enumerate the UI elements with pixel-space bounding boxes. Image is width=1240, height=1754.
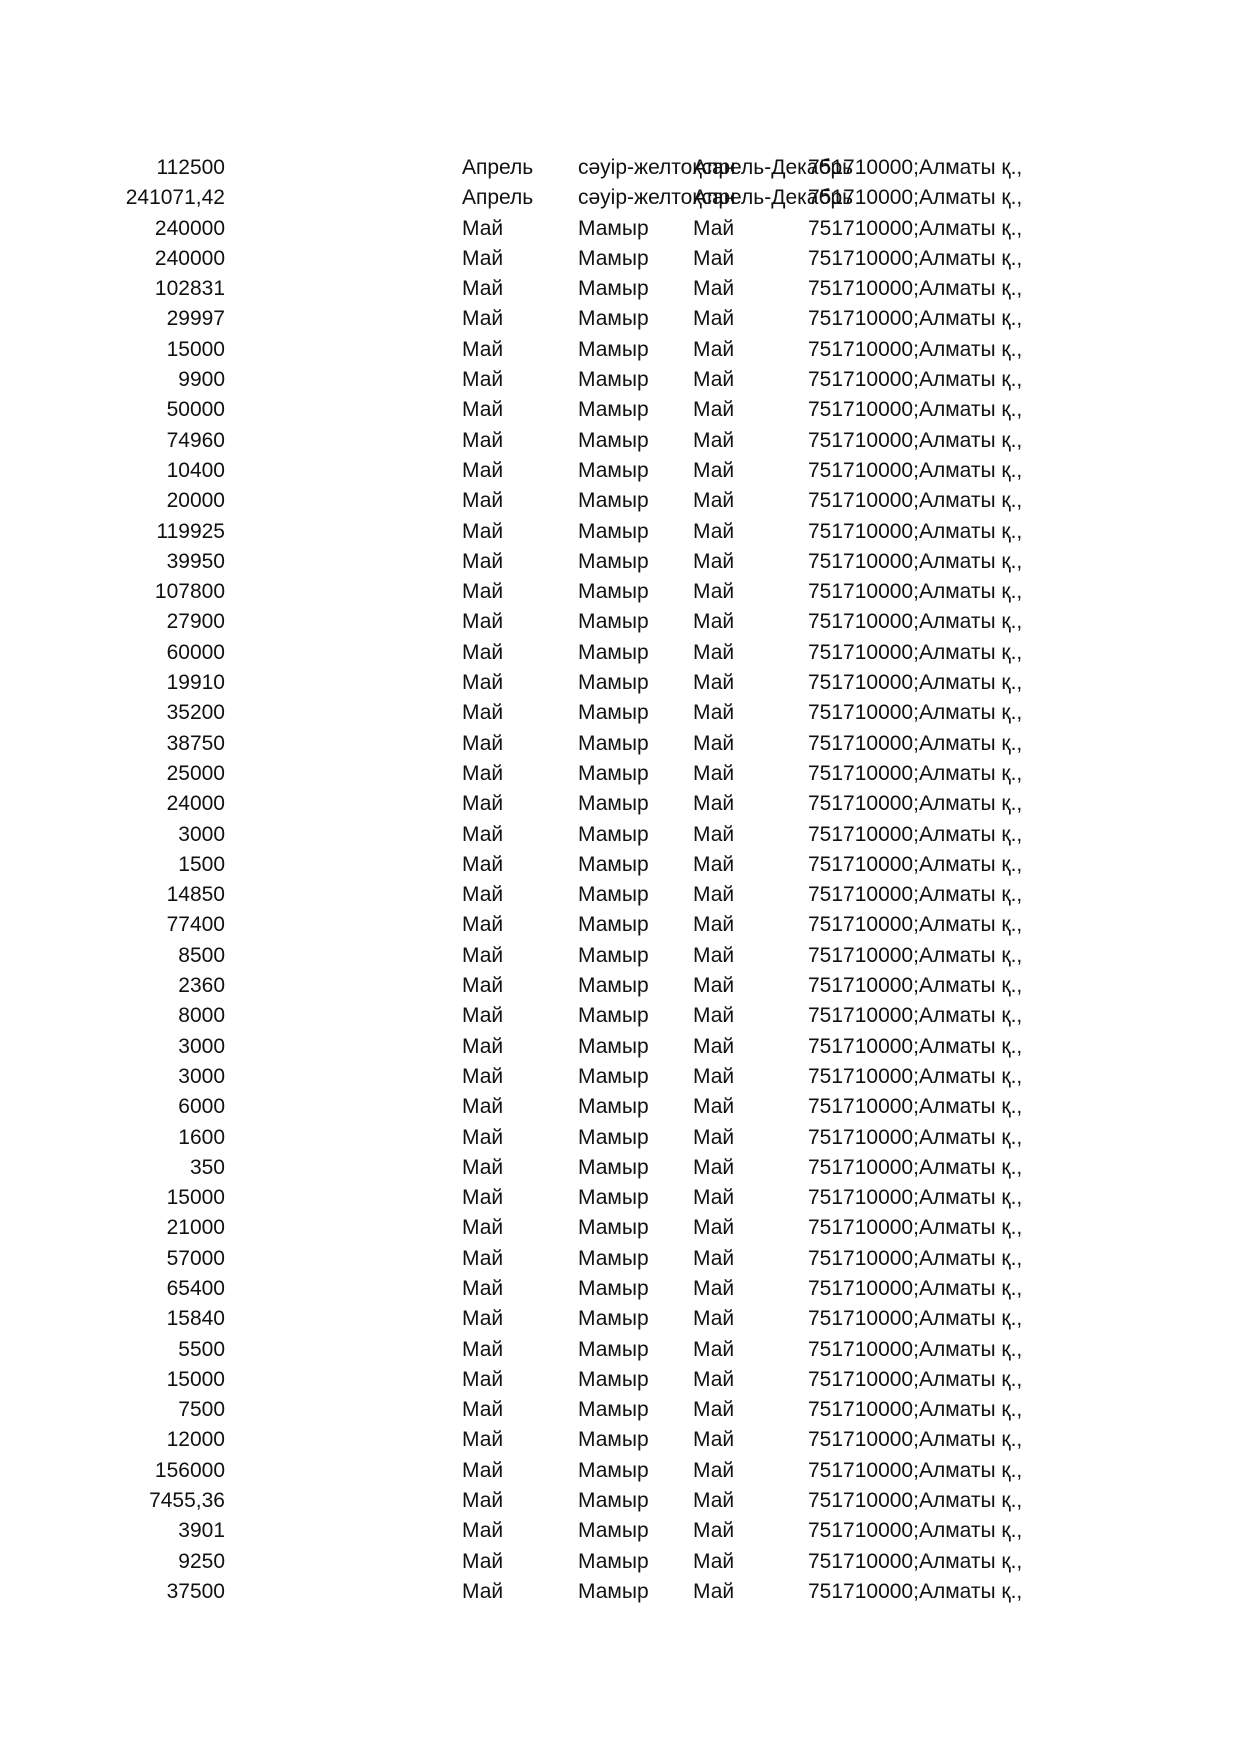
month-ru-cell: Май (462, 913, 504, 937)
period-cell: Май (693, 913, 735, 937)
month-kz-cell: Мамыр (578, 1519, 649, 1543)
kato-location-cell: 751710000;Алматы қ., (808, 1004, 1023, 1028)
month-ru-cell: Май (462, 761, 504, 785)
month-kz-cell: Мамыр (578, 761, 649, 785)
month-ru-cell: Май (462, 974, 504, 998)
month-kz-cell: Мамыр (578, 337, 649, 361)
kato-location-cell: 751710000;Алматы қ., (808, 549, 1023, 573)
period-cell: Май (693, 1458, 735, 1482)
table-row (0, 1486, 1240, 1516)
month-ru-cell: Май (462, 1216, 504, 1240)
month-ru-cell: Май (462, 1064, 504, 1088)
month-kz-cell: Мамыр (578, 883, 649, 907)
table-row (0, 1304, 1240, 1334)
month-kz-cell: Мамыр (578, 1004, 649, 1028)
month-ru-cell: Май (462, 398, 504, 422)
amount-cell: 240000 (154, 246, 225, 270)
kato-location-cell: 751710000;Алматы қ., (808, 277, 1023, 301)
amount-cell: 24000 (166, 792, 225, 816)
kato-location-cell: 751710000;Алматы қ., (808, 1579, 1023, 1603)
period-cell: Май (693, 1549, 735, 1573)
amount-cell: 29997 (166, 307, 225, 331)
kato-location-cell: 751710000;Алматы қ., (808, 1216, 1023, 1240)
month-kz-cell: Мамыр (578, 489, 649, 513)
month-ru-cell: Апрель (462, 186, 534, 210)
amount-cell: 3901 (178, 1519, 225, 1543)
period-cell: Май (693, 1519, 735, 1543)
table-row (0, 456, 1240, 486)
amount-cell: 39950 (166, 549, 225, 573)
amount-cell: 9250 (178, 1549, 225, 1573)
amount-cell: 3000 (178, 1064, 225, 1088)
table-row (0, 1425, 1240, 1455)
table-row (0, 638, 1240, 668)
month-ru-cell: Май (462, 640, 504, 664)
month-kz-cell: Мамыр (578, 1489, 649, 1513)
period-cell: Май (693, 731, 735, 755)
month-ru-cell: Май (462, 368, 504, 392)
month-kz-cell: Мамыр (578, 1276, 649, 1300)
amount-cell: 6000 (178, 1095, 225, 1119)
month-ru-cell: Май (462, 277, 504, 301)
period-cell: Май (693, 1246, 735, 1270)
kato-location-cell: 751710000;Алматы қ., (808, 368, 1023, 392)
period-cell: Май (693, 671, 735, 695)
month-ru-cell: Май (462, 1004, 504, 1028)
period-cell: Май (693, 943, 735, 967)
period-cell: Май (693, 1034, 735, 1058)
period-cell: Май (693, 246, 735, 270)
kato-location-cell: 751710000;Алматы қ., (808, 337, 1023, 361)
month-kz-cell: Мамыр (578, 216, 649, 240)
amount-cell: 57000 (166, 1246, 225, 1270)
amount-cell: 15000 (166, 1367, 225, 1391)
month-ru-cell: Май (462, 1489, 504, 1513)
kato-location-cell: 751710000;Алматы қ., (808, 156, 1023, 179)
month-kz-cell: Мамыр (578, 277, 649, 301)
month-ru-cell: Май (462, 1095, 504, 1119)
month-kz-cell: сәуір-желтоқсан (578, 186, 736, 210)
amount-cell: 7500 (178, 1398, 225, 1422)
amount-cell: 112500 (156, 156, 225, 179)
kato-location-cell: 751710000;Алматы қ., (808, 398, 1023, 422)
month-kz-cell: Мамыр (578, 1549, 649, 1573)
table-row (0, 789, 1240, 819)
month-kz-cell: Мамыр (578, 974, 649, 998)
month-ru-cell: Май (462, 1307, 504, 1331)
kato-location-cell: 751710000;Алматы қ., (808, 610, 1023, 634)
period-cell: Май (693, 761, 735, 785)
table-row (0, 1062, 1240, 1092)
amount-cell: 3000 (178, 822, 225, 846)
table-row (0, 1456, 1240, 1486)
amount-cell: 2360 (178, 974, 225, 998)
amount-cell: 9900 (178, 368, 225, 392)
kato-location-cell: 751710000;Алматы қ., (808, 792, 1023, 816)
month-kz-cell: Мамыр (578, 792, 649, 816)
period-cell: Май (693, 1064, 735, 1088)
month-kz-cell: Мамыр (578, 368, 649, 392)
period-cell: Май (693, 1155, 735, 1179)
table-row (0, 365, 1240, 395)
table-row (0, 1365, 1240, 1395)
kato-location-cell: 751710000;Алматы қ., (808, 1489, 1023, 1513)
month-kz-cell: Мамыр (578, 1428, 649, 1452)
month-ru-cell: Май (462, 1549, 504, 1573)
kato-location-cell: 751710000;Алматы қ., (808, 1064, 1023, 1088)
kato-location-cell: 751710000;Алматы қ., (808, 428, 1023, 452)
month-ru-cell: Май (462, 1125, 504, 1149)
amount-cell: 241071,42 (125, 186, 225, 210)
month-kz-cell: Мамыр (578, 640, 649, 664)
period-cell: Май (693, 398, 735, 422)
table-row (0, 1516, 1240, 1546)
month-kz-cell: Мамыр (578, 1186, 649, 1210)
month-ru-cell: Май (462, 731, 504, 755)
month-kz-cell: Мамыр (578, 1458, 649, 1482)
table-row (0, 607, 1240, 637)
table-row (0, 1577, 1240, 1607)
kato-location-cell: 751710000;Алматы қ., (808, 458, 1023, 482)
table-row (0, 1001, 1240, 1031)
month-ru-cell: Май (462, 1398, 504, 1422)
month-kz-cell: Мамыр (578, 913, 649, 937)
amount-cell: 119925 (156, 519, 225, 543)
period-cell: Май (693, 852, 735, 876)
month-ru-cell: Май (462, 428, 504, 452)
month-kz-cell: Мамыр (578, 701, 649, 725)
table-row (0, 214, 1240, 244)
period-cell: Май (693, 701, 735, 725)
amount-cell: 10400 (166, 458, 225, 482)
period-cell: Май (693, 792, 735, 816)
table-row (0, 426, 1240, 456)
table-row (0, 971, 1240, 1001)
amount-cell: 5500 (178, 1337, 225, 1361)
month-kz-cell: Мамыр (578, 1216, 649, 1240)
table-row (0, 577, 1240, 607)
kato-location-cell: 751710000;Алматы қ., (808, 1337, 1023, 1361)
month-kz-cell: Мамыр (578, 943, 649, 967)
kato-location-cell: 751710000;Алматы қ., (808, 216, 1023, 240)
table-row (0, 1123, 1240, 1153)
table-row (0, 1274, 1240, 1304)
period-cell: Май (693, 1216, 735, 1240)
table-row (0, 850, 1240, 880)
month-kz-cell: Мамыр (578, 610, 649, 634)
period-cell: Май (693, 883, 735, 907)
month-ru-cell: Май (462, 580, 504, 604)
amount-cell: 14850 (166, 883, 225, 907)
amount-cell: 60000 (166, 640, 225, 664)
kato-location-cell: 751710000;Алматы қ., (808, 1519, 1023, 1543)
table-row (0, 910, 1240, 940)
table-row (0, 486, 1240, 516)
kato-location-cell: 751710000;Алматы қ., (808, 1549, 1023, 1573)
kato-location-cell: 751710000;Алматы қ., (808, 580, 1023, 604)
table-row (0, 1395, 1240, 1425)
period-cell: Май (693, 337, 735, 361)
table-row (0, 244, 1240, 274)
month-kz-cell: Мамыр (578, 1155, 649, 1179)
table-row (0, 668, 1240, 698)
month-ru-cell: Май (462, 458, 504, 482)
month-kz-cell: Мамыр (578, 1307, 649, 1331)
table-row (0, 729, 1240, 759)
amount-cell: 7455,36 (149, 1489, 225, 1513)
amount-cell: 21000 (166, 1216, 225, 1240)
kato-location-cell: 751710000;Алматы қ., (808, 1398, 1023, 1422)
table-row (0, 1092, 1240, 1122)
month-ru-cell: Май (462, 246, 504, 270)
month-kz-cell: Мамыр (578, 580, 649, 604)
amount-cell: 8500 (178, 943, 225, 967)
month-ru-cell: Май (462, 307, 504, 331)
table-row (0, 274, 1240, 304)
month-kz-cell: Мамыр (578, 852, 649, 876)
period-cell: Май (693, 519, 735, 543)
kato-location-cell: 751710000;Алматы қ., (808, 1186, 1023, 1210)
month-ru-cell: Май (462, 883, 504, 907)
kato-location-cell: 751710000;Алматы қ., (808, 519, 1023, 543)
month-kz-cell: Мамыр (578, 1579, 649, 1603)
kato-location-cell: 751710000;Алматы қ., (808, 671, 1023, 695)
period-cell: Май (693, 1004, 735, 1028)
amount-cell: 77400 (166, 913, 225, 937)
table-row (0, 304, 1240, 334)
month-kz-cell: Мамыр (578, 822, 649, 846)
amount-cell: 37500 (166, 1579, 225, 1603)
month-ru-cell: Май (462, 519, 504, 543)
amount-cell: 107800 (154, 580, 225, 604)
table-row (0, 759, 1240, 789)
amount-cell: 3000 (178, 1034, 225, 1058)
amount-cell: 15000 (166, 337, 225, 361)
period-cell: Май (693, 1125, 735, 1149)
table-row (0, 820, 1240, 850)
amount-cell: 65400 (166, 1276, 225, 1300)
kato-location-cell: 751710000;Алматы қ., (808, 1276, 1023, 1300)
table-row (0, 1183, 1240, 1213)
kato-location-cell: 751710000;Алматы қ., (808, 640, 1023, 664)
month-ru-cell: Май (462, 489, 504, 513)
month-ru-cell: Май (462, 549, 504, 573)
amount-cell: 15000 (166, 1186, 225, 1210)
amount-cell: 74960 (166, 428, 225, 452)
month-kz-cell: Мамыр (578, 1367, 649, 1391)
kato-location-cell: 751710000;Алматы қ., (808, 943, 1023, 967)
kato-location-cell: 751710000;Алматы қ., (808, 852, 1023, 876)
period-cell: Май (693, 1367, 735, 1391)
month-kz-cell: Мамыр (578, 1034, 649, 1058)
period-cell: Май (693, 580, 735, 604)
period-cell: Май (693, 489, 735, 513)
period-cell: Май (693, 1095, 735, 1119)
amount-cell: 350 (189, 1155, 225, 1179)
kato-location-cell: 751710000;Алматы қ., (808, 1458, 1023, 1482)
period-cell: Май (693, 1186, 735, 1210)
month-ru-cell: Май (462, 792, 504, 816)
spreadsheet-page (0, 153, 1240, 1607)
table-row (0, 153, 1240, 183)
period-cell: Май (693, 1428, 735, 1452)
period-cell: Май (693, 458, 735, 482)
kato-location-cell: 751710000;Алматы қ., (808, 307, 1023, 331)
month-kz-cell: Мамыр (578, 458, 649, 482)
amount-cell: 8000 (178, 1004, 225, 1028)
month-kz-cell: Мамыр (578, 671, 649, 695)
table-row (0, 1244, 1240, 1274)
kato-location-cell: 751710000;Алматы қ., (808, 913, 1023, 937)
month-ru-cell: Май (462, 1519, 504, 1543)
month-ru-cell: Май (462, 1246, 504, 1270)
month-ru-cell: Май (462, 1428, 504, 1452)
month-ru-cell: Май (462, 1186, 504, 1210)
month-kz-cell: Мамыр (578, 428, 649, 452)
month-ru-cell: Май (462, 943, 504, 967)
month-ru-cell: Май (462, 1276, 504, 1300)
month-kz-cell: Мамыр (578, 1125, 649, 1149)
period-cell: Май (693, 1398, 735, 1422)
period-cell: Май (693, 549, 735, 573)
kato-location-cell: 751710000;Алматы қ., (808, 489, 1023, 513)
month-kz-cell: Мамыр (578, 1337, 649, 1361)
kato-location-cell: 751710000;Алматы қ., (808, 1367, 1023, 1391)
month-kz-cell: Мамыр (578, 307, 649, 331)
month-ru-cell: Май (462, 1034, 504, 1058)
month-kz-cell: Мамыр (578, 1095, 649, 1119)
amount-cell: 15840 (166, 1307, 225, 1331)
kato-location-cell: 751710000;Алматы қ., (808, 1428, 1023, 1452)
month-kz-cell: сәуір-желтоқсан (578, 156, 736, 179)
period-cell: Май (693, 1307, 735, 1331)
period-cell: Май (693, 307, 735, 331)
table-row (0, 880, 1240, 910)
kato-location-cell: 751710000;Алматы қ., (808, 246, 1023, 270)
kato-location-cell: 751710000;Алматы қ., (808, 1125, 1023, 1149)
month-ru-cell: Май (462, 1337, 504, 1361)
kato-location-cell: 751710000;Алматы қ., (808, 822, 1023, 846)
table-row (0, 395, 1240, 425)
table-row (0, 941, 1240, 971)
amount-cell: 38750 (166, 731, 225, 755)
month-ru-cell: Май (462, 822, 504, 846)
month-kz-cell: Мамыр (578, 1246, 649, 1270)
period-cell: Апрель-Декабрь (693, 186, 854, 210)
kato-location-cell: 751710000;Алматы қ., (808, 1095, 1023, 1119)
table-row (0, 1153, 1240, 1183)
period-cell: Май (693, 428, 735, 452)
amount-cell: 102831 (154, 277, 225, 301)
month-kz-cell: Мамыр (578, 1398, 649, 1422)
month-ru-cell: Май (462, 1155, 504, 1179)
month-ru-cell: Май (462, 1579, 504, 1603)
amount-cell: 240000 (154, 216, 225, 240)
amount-cell: 35200 (166, 701, 225, 725)
month-ru-cell: Май (462, 337, 504, 361)
month-kz-cell: Мамыр (578, 549, 649, 573)
period-cell: Май (693, 216, 735, 240)
month-ru-cell: Май (462, 671, 504, 695)
kato-location-cell: 751710000;Алматы қ., (808, 731, 1023, 755)
month-kz-cell: Мамыр (578, 246, 649, 270)
kato-location-cell: 751710000;Алматы қ., (808, 883, 1023, 907)
amount-cell: 19910 (166, 671, 225, 695)
period-cell: Май (693, 640, 735, 664)
kato-location-cell: 751710000;Алматы қ., (808, 186, 1023, 210)
kato-location-cell: 751710000;Алматы қ., (808, 1307, 1023, 1331)
month-kz-cell: Мамыр (578, 731, 649, 755)
month-ru-cell: Май (462, 701, 504, 725)
kato-location-cell: 751710000;Алматы қ., (808, 1246, 1023, 1270)
period-cell: Май (693, 277, 735, 301)
month-ru-cell: Май (462, 610, 504, 634)
table-row (0, 335, 1240, 365)
period-cell: Май (693, 1489, 735, 1513)
period-cell: Май (693, 1276, 735, 1300)
period-cell: Май (693, 610, 735, 634)
period-cell: Май (693, 822, 735, 846)
month-ru-cell: Май (462, 1458, 504, 1482)
table-row (0, 547, 1240, 577)
period-cell: Май (693, 1337, 735, 1361)
period-cell: Апрель-Декабрь (693, 156, 854, 179)
month-ru-cell: Май (462, 216, 504, 240)
table-row (0, 183, 1240, 213)
table-row (0, 1547, 1240, 1577)
kato-location-cell: 751710000;Алматы қ., (808, 1155, 1023, 1179)
period-cell: Май (693, 974, 735, 998)
month-ru-cell: Май (462, 1367, 504, 1391)
period-cell: Май (693, 368, 735, 392)
month-kz-cell: Мамыр (578, 519, 649, 543)
table-row (0, 1213, 1240, 1243)
kato-location-cell: 751710000;Алматы қ., (808, 701, 1023, 725)
amount-cell: 27900 (166, 610, 225, 634)
amount-cell: 20000 (166, 489, 225, 513)
table-row (0, 698, 1240, 728)
amount-cell: 1500 (178, 852, 225, 876)
month-kz-cell: Мамыр (578, 398, 649, 422)
month-ru-cell: Апрель (462, 156, 534, 179)
month-kz-cell: Мамыр (578, 1064, 649, 1088)
amount-cell: 156000 (154, 1458, 225, 1482)
kato-location-cell: 751710000;Алматы қ., (808, 761, 1023, 785)
amount-cell: 25000 (166, 761, 225, 785)
table-row (0, 1032, 1240, 1062)
amount-cell: 1600 (178, 1125, 225, 1149)
period-cell: Май (693, 1579, 735, 1603)
table-row (0, 1335, 1240, 1365)
kato-location-cell: 751710000;Алматы қ., (808, 1034, 1023, 1058)
amount-cell: 12000 (166, 1428, 225, 1452)
kato-location-cell: 751710000;Алматы қ., (808, 974, 1023, 998)
month-ru-cell: Май (462, 852, 504, 876)
table-row (0, 517, 1240, 547)
amount-cell: 50000 (166, 398, 225, 422)
